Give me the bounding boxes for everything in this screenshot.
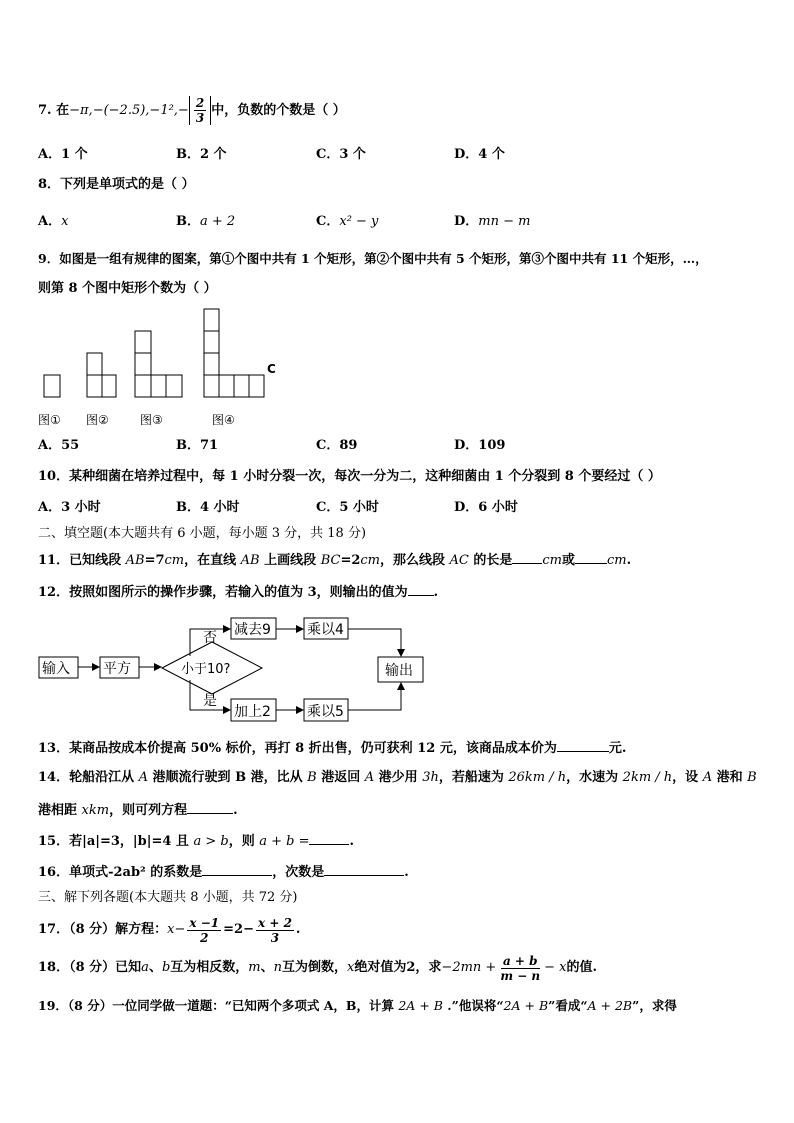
fig3-rect-2	[135, 353, 151, 375]
answer-blank-1[interactable]	[512, 551, 542, 564]
abs-fraction: $\frac{2}{3}$	[189, 96, 211, 125]
q7-option-c: C．3 个	[316, 147, 366, 162]
question-13: 13．某商品按成本价提高 50% 标价，再打 8 折出售，仍可获利 12 元，该商品成本价为 元.	[38, 741, 627, 756]
q7-option-a: A．1 个	[38, 147, 88, 162]
q10-option-d: D．6 小时	[454, 500, 518, 515]
fig1-rect	[44, 375, 60, 397]
caption-fig3: 图③	[140, 413, 163, 427]
question-10: 10．某种细菌在培养过程中，每 1 小时分裂一次，每次一分为二，这种细菌由 1 个分裂到 8 个要经过（ ）	[38, 469, 661, 484]
question-14-line2: 港相距 xkm，则可列方程 .	[38, 803, 238, 818]
label-plus2: 加上2	[234, 704, 271, 720]
label-input: 输入	[42, 661, 70, 677]
q10-option-a: A．3 小时	[38, 500, 101, 515]
q9-option-c: C．89	[316, 438, 358, 453]
caption-fig2: 图②	[86, 413, 109, 427]
q7-option-b: B．2 个	[176, 147, 227, 162]
fig4-rect-1	[204, 309, 219, 331]
answer-blank-degree[interactable]	[324, 863, 404, 876]
question-12: 12．按照如图所示的操作步骤，若输入的值为 3，则输出的值为 .	[38, 585, 439, 600]
label-times5: 乘以5	[307, 704, 344, 720]
question-8: 8．下列是单项式的是（ ）	[38, 177, 195, 192]
q9-option-b: B．71	[176, 438, 219, 453]
answer-blank[interactable]	[309, 832, 349, 845]
answer-blank[interactable]	[187, 801, 233, 814]
q9-option-d: D．109	[454, 438, 506, 453]
answer-blank[interactable]	[408, 583, 434, 596]
fig4-rect-6	[234, 375, 249, 397]
q10-option-b: B．4 小时	[176, 500, 240, 515]
label-times4: 乘以4	[307, 622, 344, 638]
caption-fig4: 图④	[212, 413, 235, 427]
fig4-rect-5	[219, 375, 234, 397]
section-2-heading: 二、填空题(本大题共有 6 小题，每小题 3 分，共 18 分)	[38, 526, 367, 541]
section-3-heading: 三、解下列各题(本大题共 8 小题，共 72 分)	[38, 890, 298, 905]
q8-option-b: B．a + 2	[176, 214, 236, 229]
question-18: 18．（8 分）已知 a 、 b 互为相反数， m 、 n 互为倒数， x 绝对值为2，求 −2mn + $\frac{a + b}{m - n}$ − x 的值.	[38, 953, 598, 983]
label-square: 平方	[103, 661, 131, 677]
fig2-rect-corner	[87, 375, 102, 397]
q8-option-a: A．x	[38, 214, 69, 229]
answer-blank-2[interactable]	[575, 551, 607, 564]
flowchart	[38, 612, 438, 724]
q10-option-c: C．5 小时	[316, 500, 379, 515]
question-9-line2: 则第 8 个图中矩形个数为（ ）	[38, 281, 217, 296]
q7-option-d: D．4 个	[454, 147, 505, 162]
question-7: 7. 在−π,−(−2.5),−1²,− $\frac{2}{3}$ 中，负数的个数是（ ）	[38, 96, 346, 125]
question-9-line1: 9．如图是一组有规律的图案，第①个图中共有 1 个矩形，第②个图中共有 5 个矩形，第③个图中共有 11 个矩形，…，	[38, 251, 708, 266]
fig3-rect-5	[166, 375, 182, 397]
fig2-rect-right	[102, 375, 116, 397]
q8-option-d: D．mn − m	[454, 214, 531, 229]
fig4-rect-2	[204, 331, 219, 353]
question-15: 15．若|a|=3，|b|=4 且 a > b，则 a + b = .	[38, 834, 355, 849]
fig4-rect-4	[204, 375, 219, 397]
label-minus9: 减去9	[234, 622, 271, 638]
label-no: 否	[203, 630, 217, 646]
corner-label: C	[267, 362, 276, 376]
fig3-rect-3	[135, 375, 151, 397]
q9-option-a: A．55	[38, 438, 80, 453]
fig3-rect-1	[135, 331, 151, 353]
answer-blank[interactable]	[557, 739, 609, 752]
label-decision: 小于10?	[181, 662, 231, 677]
question-17: 17．（8 分）解方程： x− $\frac{x -1}{2}$ =2− $\frac{x + 2}{3}$ .	[38, 915, 301, 945]
question-19: 19．（8 分）一位同学做一道题：“已知两个多项式 A，B，计算 2A + B .”他误将“2A + B”看成“A + 2B”，求得	[38, 998, 677, 1013]
answer-blank-coefficient[interactable]	[202, 863, 272, 876]
q8-option-c: C．x² − y	[316, 214, 379, 229]
label-yes: 是	[203, 693, 217, 709]
question-16: 16．单项式-2ab² 的系数是 ，次数是 .	[38, 865, 409, 880]
fig2-rect-top	[87, 353, 102, 375]
question-14-line1: 14．轮船沿江从 A 港顺流行驶到 B 港，比从 B 港返回 A 港少用 3h，若船速为 26km / h，水速为 2km / h，设 A 港和 B	[38, 770, 757, 785]
fig3-rect-4	[151, 375, 166, 397]
caption-fig1: 图①	[38, 413, 61, 427]
fig4-rect-7	[249, 375, 264, 397]
question-11: 11．已知线段 AB=7cm，在直线 AB 上画线段 BC=2cm，那么线段 AC 的长是 cm或 cm.	[38, 553, 632, 568]
rectangle-pattern-figure	[36, 302, 336, 432]
label-output: 输出	[385, 663, 413, 679]
fig4-rect-3	[204, 353, 219, 375]
